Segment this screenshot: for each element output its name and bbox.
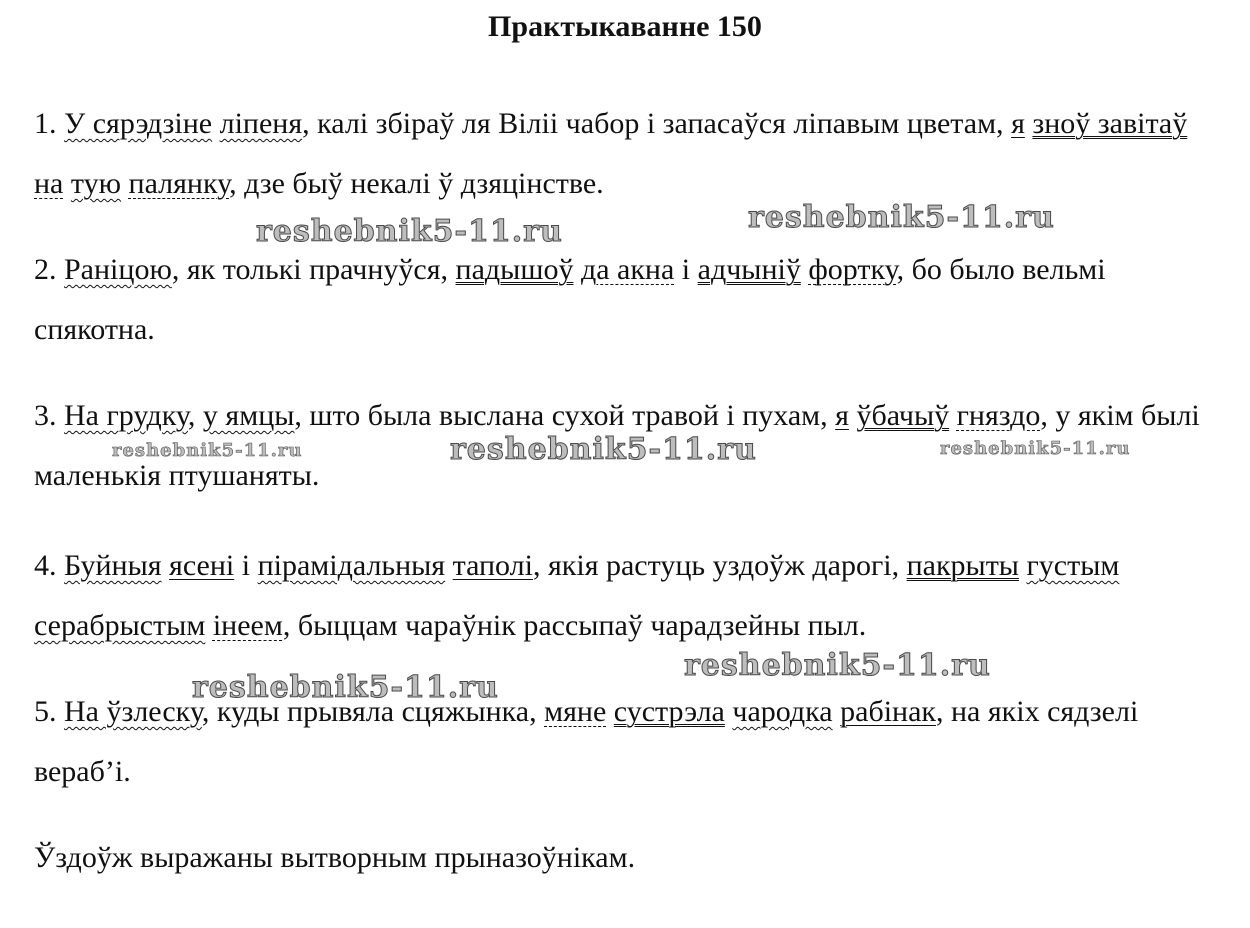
underlined-word: на bbox=[34, 167, 64, 200]
underlined-word: гняздо bbox=[956, 399, 1041, 432]
underlined-word: ясені bbox=[169, 549, 235, 582]
underlined-word: ўбачыў bbox=[856, 399, 950, 432]
underlined-word: Раніцою bbox=[64, 253, 172, 286]
text-segment: і bbox=[234, 549, 258, 582]
text-segment: Ўздоўж выражаны вытворным прыназоўнікам. bbox=[34, 841, 636, 874]
text-segment: , як толькі прачнуўся, bbox=[171, 253, 456, 286]
text-segment: , калі збіраў ля Віліі чабор і запасаўся ліпавым цветам, bbox=[302, 107, 1012, 140]
text-segment bbox=[949, 399, 957, 432]
underlined-word: сустрэла bbox=[613, 695, 725, 728]
text-segment bbox=[162, 549, 170, 582]
text-segment: , у якім былі маленькія птушаняты. bbox=[34, 399, 1200, 492]
text-segment bbox=[212, 107, 220, 140]
underlined-word: да акна bbox=[580, 253, 675, 286]
watermark: reshebnik5-11.ru bbox=[192, 670, 499, 705]
underlined-word: адчыніў bbox=[697, 253, 801, 286]
text-segment: і bbox=[674, 253, 698, 286]
watermark: reshebnik5-11.ru bbox=[940, 438, 1131, 459]
text-segment bbox=[833, 695, 841, 728]
text-segment: 3. bbox=[34, 399, 64, 432]
text-segment: 2. bbox=[34, 253, 64, 286]
underlined-word: пірамідальныя bbox=[257, 549, 446, 582]
paragraph-1 bbox=[34, 94, 1219, 214]
underlined-word: серабрыстым bbox=[34, 609, 206, 642]
text-segment bbox=[205, 609, 213, 642]
text-segment bbox=[445, 549, 453, 582]
underlined-word: падышоў bbox=[455, 253, 574, 286]
text-segment: , на якіх сядзелі вераб’і. bbox=[34, 695, 1139, 788]
text-segment: , дзе быў некалі ў дзяцінстве. bbox=[229, 167, 604, 200]
text-segment: , быццам чараўнік рассыпаў чарадзейны пыл. bbox=[282, 609, 867, 642]
watermark: reshebnik5-11.ru bbox=[450, 432, 757, 467]
underlined-word: тую bbox=[70, 167, 122, 200]
underlined-word: ліпеня bbox=[219, 107, 303, 140]
underlined-word: таполі bbox=[452, 549, 533, 582]
text-segment bbox=[573, 253, 581, 286]
text-segment bbox=[63, 167, 71, 200]
underlined-word: пакрыты bbox=[906, 549, 1019, 582]
underlined-word: мяне bbox=[544, 695, 607, 728]
underlined-word: густым bbox=[1026, 549, 1120, 582]
underlined-word: я bbox=[1011, 107, 1025, 140]
text-segment bbox=[121, 167, 129, 200]
underlined-word: інеем bbox=[212, 609, 283, 642]
text-segment: , куды прывяла сцяжынка, bbox=[201, 695, 545, 728]
underlined-word: рабінак bbox=[840, 695, 936, 728]
underlined-word: У сярэдзіне bbox=[64, 107, 213, 140]
underlined-word: палянку bbox=[128, 167, 230, 200]
underlined-word: чародка bbox=[732, 695, 833, 728]
underlined-word: фортку bbox=[808, 253, 897, 286]
watermark: reshebnik5-11.ru bbox=[684, 648, 991, 683]
paragraph-4 bbox=[34, 536, 1219, 656]
text-segment: , што была выслана сухой травой і пухам, bbox=[294, 399, 836, 432]
underlined-word: зноў завітаў bbox=[1032, 107, 1188, 140]
paragraph-note bbox=[34, 828, 1219, 888]
text-segment: , бо было вельмі спякотна. bbox=[34, 253, 1106, 346]
watermark: reshebnik5-11.ru bbox=[748, 200, 1055, 235]
text-segment: 1. bbox=[34, 107, 64, 140]
underlined-word: На ўзлеску bbox=[64, 695, 202, 728]
text-segment: , якія растуць уздоўж дарогі, bbox=[532, 549, 907, 582]
underlined-word: На грудку bbox=[64, 399, 188, 432]
underlined-word: я bbox=[835, 399, 849, 432]
text-segment: 5. bbox=[34, 695, 64, 728]
underlined-word: Буйныя bbox=[64, 549, 162, 582]
paragraph-2 bbox=[34, 240, 1219, 360]
page-title: Практыкаванне 150 bbox=[488, 10, 762, 43]
watermark: reshebnik5-11.ru bbox=[256, 214, 563, 249]
watermark: reshebnik5-11.ru bbox=[112, 440, 303, 461]
text-segment bbox=[606, 695, 614, 728]
underlined-word: у ямцы bbox=[202, 399, 295, 432]
text-segment: 4. bbox=[34, 549, 64, 582]
text-segment: , bbox=[187, 399, 203, 432]
